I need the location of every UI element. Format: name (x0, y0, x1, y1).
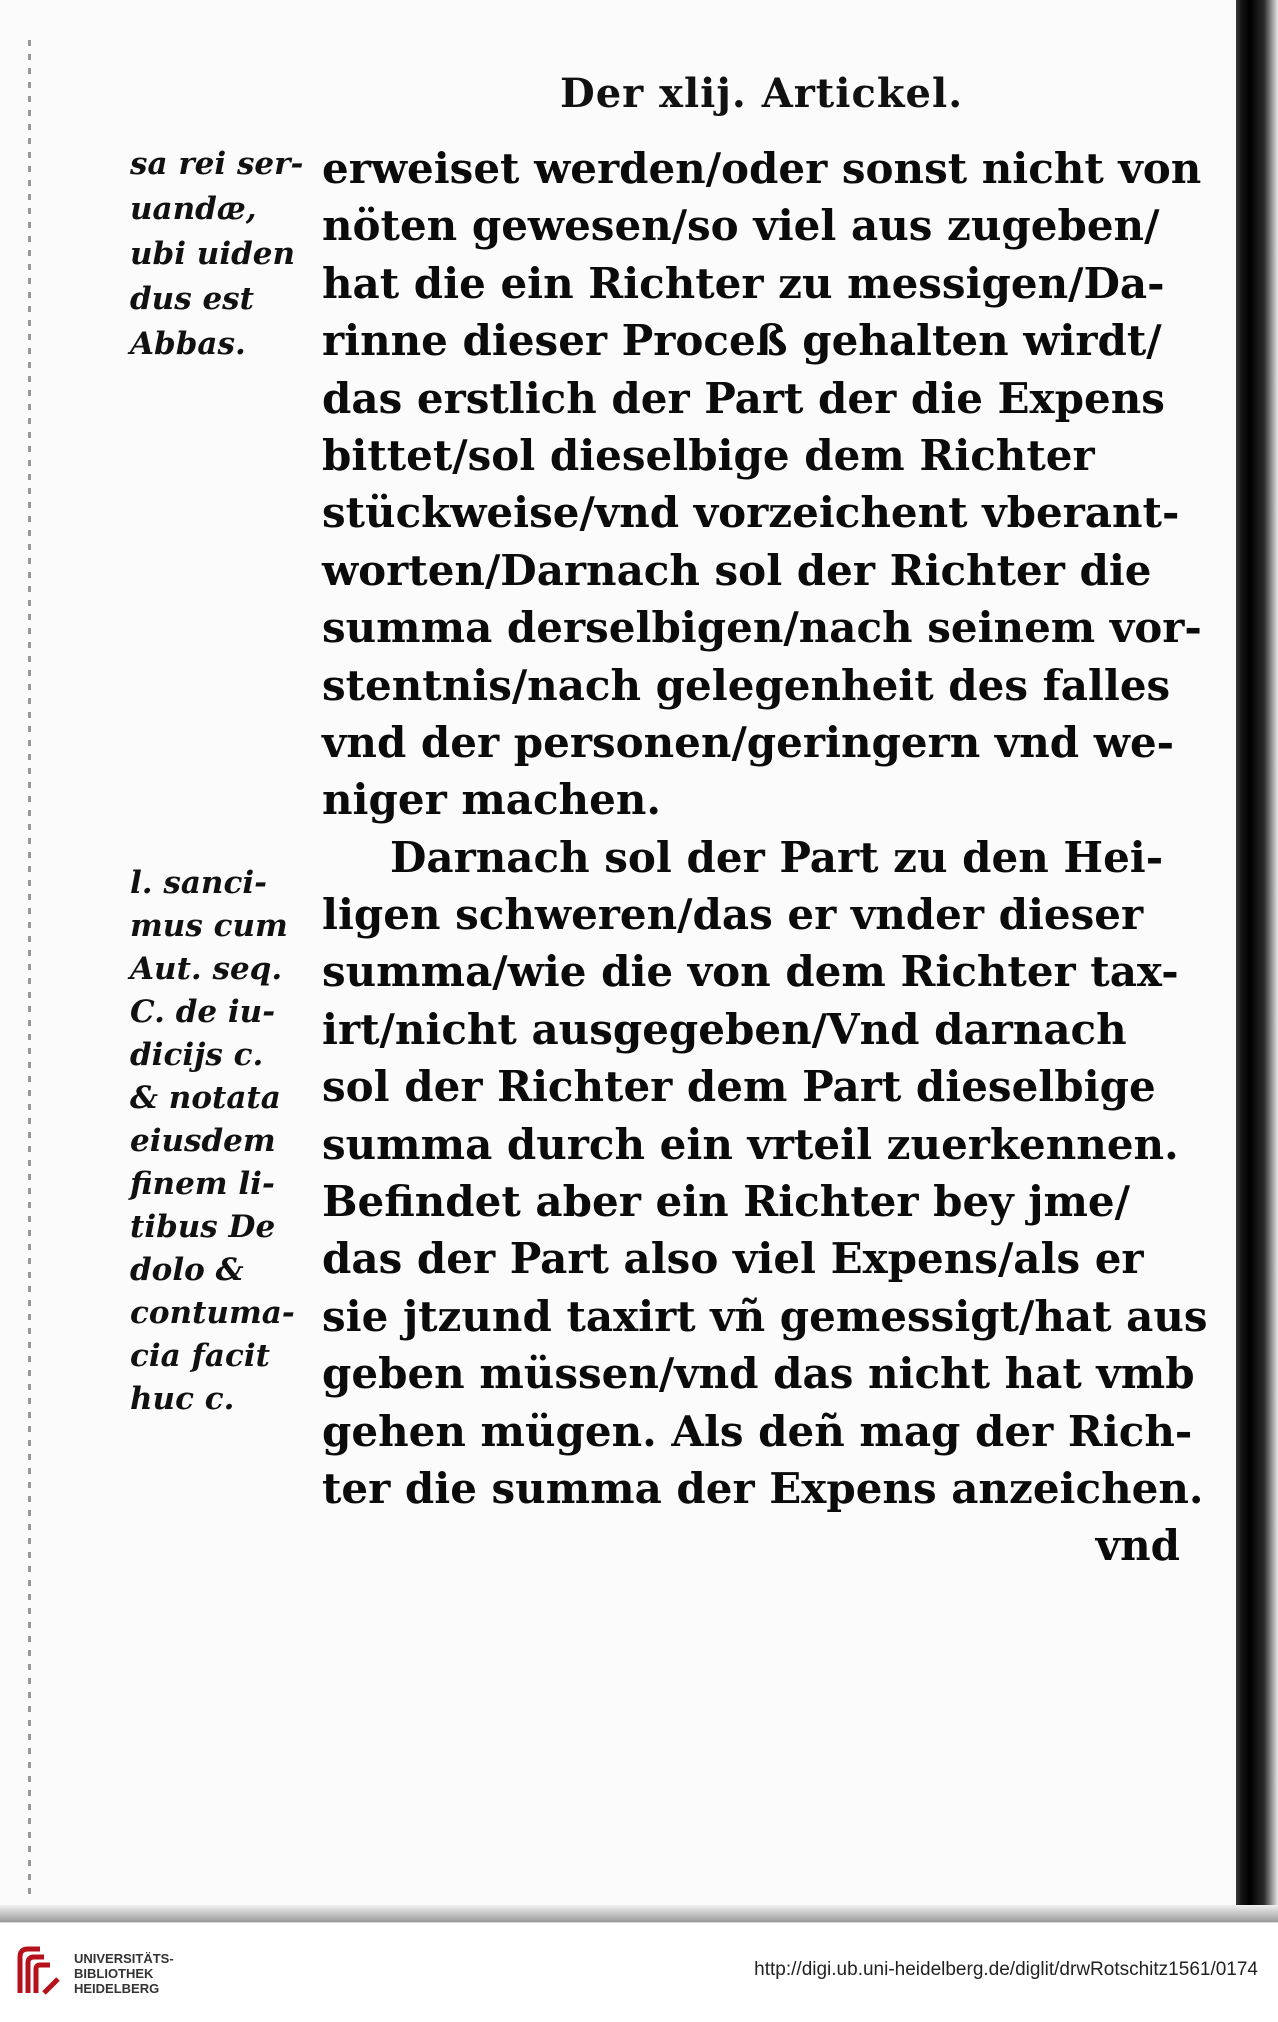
text-line: niger machen. (322, 775, 661, 825)
margin-note-line: dus est (130, 281, 254, 317)
library-logo-icon (14, 1943, 64, 2001)
library-name-line: UNIVERSITÄTS- (74, 1951, 174, 1966)
text-line: das der Part also viel Expens/als er (322, 1234, 1144, 1284)
margin-note-line: eiusdem (130, 1123, 276, 1159)
margin-note-line: Abbas. (130, 326, 246, 362)
library-name-line: HEIDELBERG (74, 1981, 160, 1996)
text-line: hat die ein Richter zu messigen/Da- (322, 258, 1165, 308)
text-line: rinne dieser Proceß gehalten wirdt/ (322, 316, 1162, 366)
library-name-line: BIBLIOTHEK (74, 1966, 154, 1981)
text-line: worten/Darnach sol der Richter die (322, 545, 1152, 595)
library-name (74, 1951, 174, 1996)
page-left-edge (28, 40, 31, 1900)
text-line: Befindet aber ein Richter bey jme/ (322, 1177, 1130, 1227)
text-line: sol der Richter dem Part dieselbige (322, 1062, 1156, 1112)
margin-note-line: cia facit (130, 1338, 270, 1374)
margin-note-line: finem li- (130, 1166, 275, 1202)
library-footer (0, 1922, 1278, 2022)
page-bottom-edge (0, 1905, 1278, 1922)
margin-note-line: l. sanci- (130, 865, 267, 901)
text-line: sie jtzund taxirt vñ gemessigt/hat aus (322, 1291, 1208, 1341)
margin-note-line: sa rei ser- (130, 146, 304, 182)
text-line: summa/wie die von dem Richter tax- (322, 947, 1179, 997)
catchword: vnd (1095, 1521, 1180, 1571)
text-line: geben müssen/vnd das nicht hat vmb (322, 1349, 1195, 1399)
text-line: vnd der personen/geringern vnd we- (322, 717, 1175, 767)
margin-note-line: mus cum (130, 908, 288, 944)
text-line: stentnis/nach gelegenheit des falles (322, 660, 1171, 710)
margin-note-line: ubi uiden (130, 236, 296, 272)
text-line: nöten gewesen/so viel aus zugeben/ (322, 201, 1160, 251)
main-text-block (322, 140, 1208, 1575)
book-spine-shadow (1236, 0, 1278, 1922)
margin-note-1 (130, 142, 310, 367)
margin-note-line: tibus De (130, 1209, 276, 1245)
text-line: summa durch ein vrteil zuerkennen. (322, 1119, 1179, 1169)
margin-note-line: & notata (130, 1080, 281, 1116)
margin-note-line: dolo & (130, 1252, 244, 1288)
source-url-link[interactable]: http://digi.ub.uni-heidelberg.de/diglit/drwRotschitz1561/0174 (754, 1959, 1258, 1980)
running-head: Der xlij. Artickel. (560, 70, 964, 117)
margin-note-line: contuma- (130, 1295, 295, 1331)
text-line: gehen mügen. Als deñ mag der Rich- (322, 1406, 1193, 1456)
text-line: stückweise/vnd vorzeichent vberant- (322, 488, 1180, 538)
text-line: Darnach sol der Part zu den Hei- (390, 832, 1164, 882)
text-line: erweiset werden/oder sonst nicht von (322, 144, 1202, 193)
text-line: irt/nicht ausgegeben/Vnd darnach (322, 1004, 1127, 1054)
text-line: ligen schweren/das er vnder dieser (322, 890, 1144, 940)
margin-note-line: uandæ, (130, 191, 257, 227)
margin-note-2 (130, 862, 310, 1421)
margin-note-line: Aut. seq. (130, 951, 283, 987)
text-line: ter die summa der Expens anzeichen. (322, 1463, 1204, 1513)
text-line: das erstlich der Part der die Expens (322, 373, 1165, 423)
margin-note-line: dicijs c. (130, 1037, 264, 1073)
margin-note-line: C. de iu- (130, 994, 276, 1030)
text-line: summa derselbigen/nach seinem vor- (322, 603, 1202, 653)
margin-note-line: huc c. (130, 1381, 235, 1417)
text-line: bittet/sol dieselbige dem Richter (322, 430, 1095, 480)
